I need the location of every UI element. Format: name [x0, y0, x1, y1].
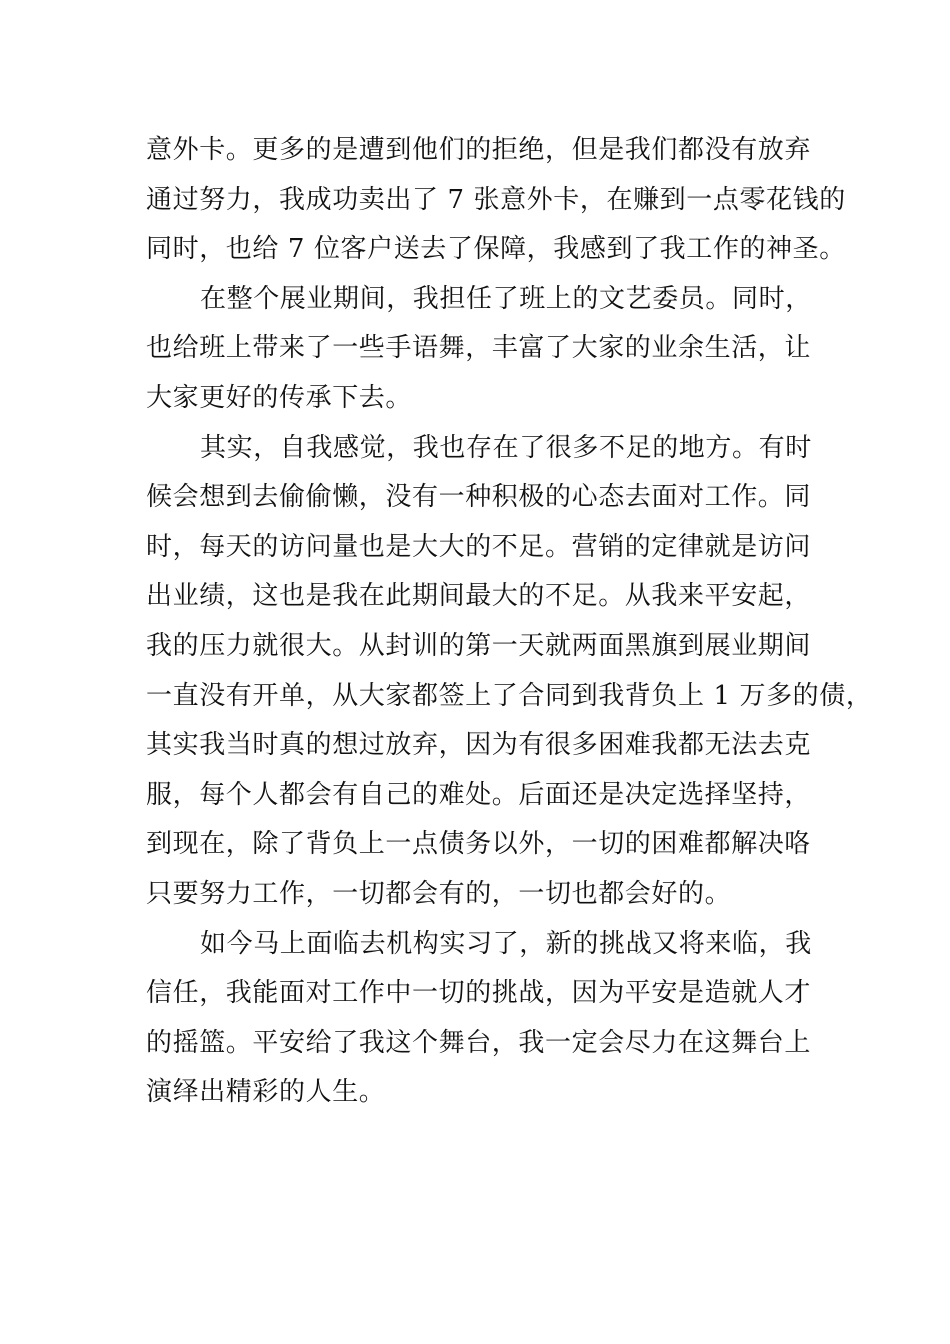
text-line: 意外卡。更多的是遭到他们的拒绝，但是我们都没有放弃: [146, 135, 812, 165]
text-line: 服，每个人都会有自己的难处。后面还是决定选择坚持，: [146, 779, 812, 810]
text-line: 的摇篮。平安给了我这个舞台，我一定会尽力在这舞台上: [146, 1027, 812, 1058]
text-line: 其实我当时真的想过放弃，因为有很多困难我都无法去克: [146, 730, 812, 761]
text-line: 只要努力工作，一切都会有的，一切也都会好的。: [146, 878, 732, 909]
text-line: 同时，也给 7 位客户送去了保障，我感到了我工作的神圣。: [146, 234, 846, 265]
text-line: 时，每天的访问量也是大大的不足。营销的定律就是访问: [146, 531, 812, 562]
body-text: [146, 126, 873, 1118]
text-line: 出业绩，这也是我在此期间最大的不足。从我来平安起，: [146, 581, 812, 612]
paragraph-first-line: 在整个展业期间，我担任了班上的文艺委员。同时，: [200, 283, 812, 314]
paragraph-first-line: 其实，自我感觉，我也存在了很多不足的地方。有时: [200, 432, 812, 463]
text-line: 信任，我能面对工作中一切的挑战，因为平安是造就人才: [146, 978, 812, 1009]
text-line: 到现在，除了背负上一点债务以外，一切的困难都解决咯: [146, 829, 812, 860]
text-line: 大家更好的传承下去。: [146, 382, 413, 413]
text-line: 通过努力，我成功卖出了 7 张意外卡，在赚到一点零花钱的: [146, 184, 846, 215]
text-line: 我的压力就很大。从封训的第一天就两面黑旗到展业期间: [146, 630, 812, 661]
text-line: 候会想到去偷偷懒，没有一种积极的心态去面对工作。同: [146, 482, 812, 513]
text-line: 一直没有开单，从大家都签上了合同到我背负上 1 万多的债，: [146, 680, 873, 711]
text-line: 演绎出精彩的人生。: [146, 1077, 386, 1108]
paragraph-first-line: 如今马上面临去机构实习了，新的挑战又将来临，我: [200, 928, 812, 959]
text-line: 也给班上带来了一些手语舞，丰富了大家的业余生活，让: [146, 333, 812, 364]
